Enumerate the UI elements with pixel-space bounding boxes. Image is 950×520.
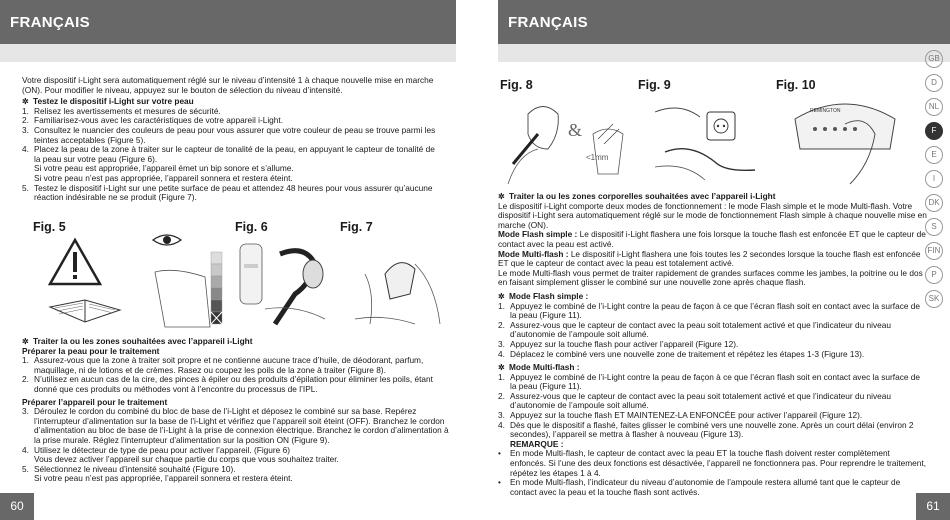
- bullet-icon: •: [498, 448, 501, 459]
- multi-steps-list: [498, 373, 928, 440]
- list-item-text: Appuyez sur la touche flash ET MAINTENEZ-LA ENFONCÉE pour activer l’appareil (Figure 12).: [510, 410, 863, 421]
- list-item-text: Utilisez le détecteur de type de peau pour activer l’appareil. (Figure 6): [34, 444, 290, 455]
- flash-simple-text: Le dispositif i-Light flashera une fois lorsque la touche flash est enfoncée ET que le capteur de contact avec la peau est activé.: [498, 229, 926, 249]
- left-page: [0, 0, 470, 520]
- list-item: [22, 145, 442, 164]
- list-item: [498, 350, 928, 360]
- right-header-title: FRANÇAIS: [508, 14, 588, 31]
- language-tab-f[interactable]: F: [925, 122, 943, 140]
- test-heading-text: Testez le dispositif i-Light sur votre peau: [33, 96, 194, 107]
- list-item-number: 4.: [498, 348, 505, 359]
- multi-flash-text: Le dispositif i-Light flashera une fois toutes les 2 secondes lorsque la touche flash est enfoncée ET que le capteur de contact avec la peau est totalement activé.: [498, 248, 921, 269]
- list-item-text: Assurez-vous que la zone à traiter soit propre et ne contienne aucune trace d’huile, de déodorant, parfum, maquillage, ni de lotions et de crèmes. Rasez ou coupez les poils de la zone à traiter (Figure 8).: [34, 355, 424, 375]
- modes-intro: Le dispositif i-Light comporte deux modes de fonctionnement : le mode Flash simple et le mode Multi-flash. Votre dispositif i-Light sera automatiquement réglé sur le mode de fonctionnement Flash simple à chaque nouvelle mise en marche (ON).: [498, 200, 927, 230]
- list-item-text: Appuyez le combiné de l’i-Light contre la peau de façon à ce que l’écran flash soit en contact avec la surface de la peau (Figure 11).: [510, 371, 921, 392]
- list-item-text: Dès que le dispositif a flashé, faites glisser le combiné vers une nouvelle zone. Après un court délai (environ 2 secondes), l’appareil se mettra à flasher à nouveau (Figure 13).: [510, 419, 914, 440]
- language-tab-d[interactable]: D: [925, 74, 943, 92]
- handset-icon: [385, 263, 415, 299]
- fig10-label: Fig. 10: [776, 78, 816, 92]
- razor-icon: [513, 134, 538, 164]
- list-item-text: Consultez le nuancier des couleurs de peau pour vous assurer que votre couleur de peau se trouve parmi les teintes acceptables (Figure 5).: [34, 124, 436, 145]
- bullet-item: [498, 478, 928, 497]
- wall-socket-icon: [707, 112, 735, 140]
- left-header-title: FRANÇAIS: [10, 14, 90, 31]
- bullet-text: En mode Multi-flash, l’indicateur du niveau d’autonomie de l’ampoule restera allumé tant que le capteur de contact avec la peau et la touche flash sont activés.: [510, 477, 901, 497]
- list-item-number: 2.: [498, 319, 505, 330]
- fig10-illustration: [790, 94, 905, 189]
- language-tab-e[interactable]: E: [925, 146, 943, 164]
- list-item: [22, 184, 442, 203]
- list-item-number: 4.: [498, 419, 505, 430]
- simple-heading-text: Mode Flash simple :: [509, 290, 589, 301]
- fig8-illustration: [498, 94, 638, 189]
- list-item-number: 3.: [22, 124, 29, 135]
- multi-flash-label: Mode Multi-flash :: [498, 248, 569, 259]
- bullet-item: [498, 449, 928, 478]
- list-item: [22, 474, 452, 484]
- list-item-number: 4.: [22, 144, 29, 155]
- list-item-number: [22, 164, 34, 174]
- sparkle-icon: ✲: [498, 291, 505, 301]
- list-item-text: Vous devez activer l’appareil sur chaque partie du corps que vous souhaitez traiter.: [34, 454, 339, 465]
- sparkle-icon: ✲: [22, 97, 29, 107]
- list-item-text: Déroulez le cordon du combiné du bloc de base de l’i-Light et déposez le combiné sur sa base. Repérez l’interrupteur d’alimentation sur la base de l’i-Light et vérifiez que l’appareil soit éteint (OFF). Branchez le cordon d’alimentation au bloc de base de l’i-Light à la prise de connexion électrique. Branchez le cordon d’alimentation à la prise murale. Réglez l’interrupteur d’alimentation sur la position ON (Figure 9).: [34, 406, 449, 445]
- list-item-number: 4.: [22, 444, 29, 455]
- test-list: [22, 107, 442, 203]
- flash-simple-label: Mode Flash simple :: [498, 229, 578, 240]
- multi-heading-text: Mode Multi-flash :: [509, 362, 580, 373]
- language-tab-i[interactable]: I: [925, 170, 943, 188]
- list-item-text: Assurez-vous que le capteur de contact avec la peau soit totalement activé et que l’indicateur du niveau d’autonomie de l’ampoule soit allumé.: [510, 319, 891, 340]
- list-item-text: Relisez les avertissements et mesures de sécurité.: [34, 105, 221, 116]
- right-treat-heading-text: Traiter la ou les zones corporelles souhaitées avec l’appareil i-Light: [509, 191, 776, 201]
- list-item-text: Appuyez le combiné de l’i-Light contre la peau de façon à ce que l’écran flash soit en contact avec la surface de la peau (Figure 11).: [510, 300, 921, 321]
- multi-flash-desc: [498, 250, 928, 269]
- fig9-label: Fig. 9: [638, 78, 671, 92]
- list-item-text: Si votre peau n’est pas appropriée, l’appareil sonnera et restera éteint.: [34, 172, 293, 183]
- fig7-illustration: [345, 234, 445, 329]
- language-tab-sk[interactable]: SK: [925, 290, 943, 308]
- right-treat-section: [498, 192, 928, 497]
- fig5-illustration: [45, 232, 245, 332]
- simple-steps-list: [498, 302, 928, 360]
- left-treat-section: [22, 337, 452, 484]
- list-item-text: Placez la peau de la zone à traiter sur le capteur de tonalité de la peau, en appuyant le capteur de tonalité de la peau sur votre peau (Figure 6).: [34, 144, 435, 164]
- flash-simple-desc: [498, 230, 928, 249]
- list-item: [498, 321, 928, 340]
- left-header-strip: [0, 44, 456, 62]
- remark-bullets: [498, 449, 928, 497]
- language-tab-dk[interactable]: DK: [925, 194, 943, 212]
- list-item: [498, 392, 928, 411]
- list-item-number: 1.: [22, 105, 29, 116]
- bullet-icon: •: [498, 477, 501, 488]
- list-item-number: 3.: [498, 338, 505, 349]
- list-item-number: 3.: [22, 406, 29, 417]
- language-tab-fin[interactable]: FIN: [925, 242, 943, 260]
- right-page: [480, 0, 950, 520]
- left-intro: [22, 76, 442, 203]
- list-item-text: Testez le dispositif i-Light sur une petite surface de peau et attendez 48 heures pour vous assurer qu’aucune réaction indésirable ne se produit (Figure 7).: [34, 182, 433, 203]
- list-item-text: Déplacez le combiné vers une nouvelle zone de traitement et répétez les étapes 1-3 (Figure 13).: [510, 348, 865, 359]
- list-item-text: Assurez-vous que le capteur de contact avec la peau soit totalement activé et que l’indicateur du niveau d’autonomie de l’ampoule soit allumé.: [510, 390, 891, 411]
- prep-device-heading: Préparer l’appareil pour le traitement: [22, 396, 168, 407]
- list-item-number: [22, 474, 34, 484]
- list-item-number: 1.: [498, 300, 505, 311]
- list-item-text: Si votre peau n’est pas appropriée, l’appareil sonnera et restera éteint.: [34, 473, 293, 484]
- list-item: [22, 356, 452, 375]
- sparkle-icon: ✲: [22, 337, 29, 346]
- left-header-bar: [0, 0, 456, 44]
- list-item: [22, 126, 442, 145]
- list-item: [498, 373, 928, 392]
- list-item: [22, 375, 452, 394]
- fig6-illustration: [235, 234, 330, 329]
- list-item-number: 2.: [22, 374, 29, 385]
- bullet-text: En mode Multi-flash, le capteur de contact avec la peau ET la touche flash doivent rester complètement enfoncés. Si l’une des deux fonctions est désactivée, l’appareil ne fonctionnera pas. Pour reprendre le traitement, répétez les étapes 1 à 4.: [510, 448, 927, 478]
- list-item-text: Appuyez sur la touche flash pour activer l’appareil (Figure 12).: [510, 338, 739, 349]
- list-item-number: 2.: [22, 115, 29, 126]
- treat-heading-text: Traiter la ou les zones souhaitées avec l’appareil i-Light: [33, 336, 253, 346]
- page-number-left: 60: [0, 493, 34, 520]
- device-base-icon: [240, 244, 262, 304]
- right-header-strip: [498, 44, 950, 62]
- and-symbol: &: [568, 120, 583, 140]
- fig6-label: Fig. 6: [235, 220, 268, 234]
- list-item: [22, 407, 452, 445]
- list-item-number: 3.: [498, 410, 505, 421]
- list-item-number: 5.: [22, 463, 29, 474]
- treat-list-skin: [22, 356, 452, 394]
- intro-text: Votre dispositif i-Light sera automatiquement réglé sur le niveau d’intensité 1 à chaque nouvelle mise en marche (ON). Pour modifier le niveau, appuyez sur le bouton de sélection du niveau d’intensité.: [22, 75, 434, 95]
- prep-skin-heading: Préparer la peau pour le traitement: [22, 345, 160, 356]
- sparkle-icon: ✲: [498, 363, 505, 373]
- language-tab-p[interactable]: P: [925, 266, 943, 284]
- list-item-text: Familiarisez-vous avec les caractéristiques de votre appareil i-Light.: [34, 115, 284, 126]
- fig7-label: Fig. 7: [340, 220, 373, 234]
- list-item-number: 1.: [498, 371, 505, 382]
- page-number-right: 61: [916, 493, 950, 520]
- list-item-number: 2.: [498, 390, 505, 401]
- sparkle-icon: ✲: [498, 192, 505, 201]
- treat-list-device: [22, 407, 452, 484]
- remark-label: REMARQUE :: [510, 438, 564, 449]
- language-tab-gb[interactable]: GB: [925, 50, 943, 68]
- fig5-label: Fig. 5: [33, 220, 66, 234]
- list-item-number: 1.: [22, 355, 29, 366]
- multi-flash-usage: Le mode Multi-flash vous permet de traiter rapidement de grandes surfaces comme les jambes, la poitrine ou le dos en faisant simplement glisser le combiné sur une nouvelle zone après chaque flash.: [498, 267, 923, 288]
- fig8-label: Fig. 8: [500, 78, 533, 92]
- list-item: [498, 302, 928, 321]
- list-item-text: Sélectionnez le niveau d’intensité souhaité (Figure 10).: [34, 463, 236, 474]
- right-header-bar: [498, 0, 950, 44]
- fig8-mm-label: <1mm: [586, 153, 609, 162]
- list-item-number: 5.: [22, 182, 29, 193]
- language-tab-nl[interactable]: NL: [925, 98, 943, 116]
- list-item-text: Si votre peau est appropriée, l’appareil émet un bip sonore et s’allume.: [34, 163, 294, 174]
- fig9-illustration: [645, 92, 775, 187]
- brand-label: REMINGTON: [810, 108, 841, 114]
- list-item-text: N’utilisez en aucun cas de la cire, des pinces à épiler ou des produits d’épilation pour éliminer les poils, étant donné que ces produits ou méthodes vont à l’encontre du processus de l’IPL.: [34, 374, 433, 394]
- list-item: [498, 421, 928, 440]
- language-tab-s[interactable]: S: [925, 218, 943, 236]
